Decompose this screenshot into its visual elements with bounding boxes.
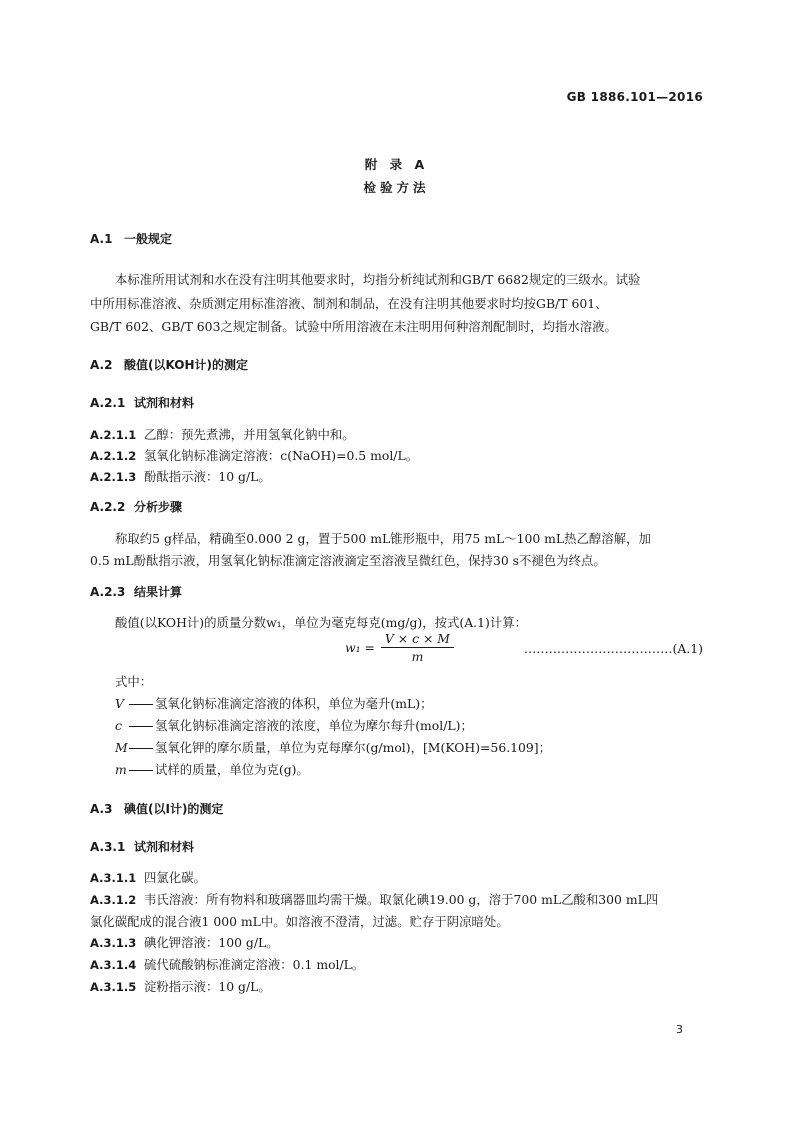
appendix-title: 附 录 A xyxy=(364,157,429,172)
item-text: 乙醇：预先煮沸，并用氢氧化钠中和。 xyxy=(144,427,355,442)
em-dash xyxy=(129,748,153,749)
fraction xyxy=(381,631,454,664)
em-dash xyxy=(129,770,153,771)
subsection-title: 试剂和材料 xyxy=(134,396,195,410)
item-number: A.3.1.2 xyxy=(90,893,137,907)
list-item xyxy=(90,467,271,485)
em-dash xyxy=(129,704,153,705)
subsection-number: A.2.3 xyxy=(90,585,126,599)
item-number: A.2.1.2 xyxy=(90,449,137,463)
item-number: A.2.1.3 xyxy=(90,470,137,484)
section-a2-heading xyxy=(90,356,248,373)
section-a3-heading xyxy=(90,800,223,817)
item-text: 酚酞指示液：10 g/L。 xyxy=(144,469,271,484)
item-number: A.3.1.4 xyxy=(90,958,137,972)
subsection-a23-heading xyxy=(90,583,182,600)
subsection-number: A.2.2 xyxy=(90,500,126,514)
item-number: A.2.1.1 xyxy=(90,428,137,442)
section-a1-heading xyxy=(90,230,172,247)
a22-line-1: 称取约5 g样品，精确至0.000 2 g，置于500 mL锥形瓶中，用75 mL～100 mL热乙醇溶解，加 xyxy=(115,531,651,546)
item-text: 硫代硫酸钠标准滴定溶液：0.1 mol/L。 xyxy=(144,957,365,972)
list-item xyxy=(90,425,355,443)
subsection-number: A.2.1 xyxy=(90,396,126,410)
list-item xyxy=(90,446,418,464)
equation-number: ………………………………(A.1) xyxy=(523,641,703,656)
section-number: A.3 xyxy=(90,802,113,816)
subsection-title: 分析步骤 xyxy=(134,500,183,514)
list-item-continuation xyxy=(90,912,509,930)
item-text: 碘化钾溶液：100 g/L。 xyxy=(144,935,279,950)
item-number: A.3.1.5 xyxy=(90,980,137,994)
section-title: 酸值(以KOH计)的测定 xyxy=(124,358,248,372)
fraction-denominator: m xyxy=(411,648,424,664)
item-text: 韦氏溶液：所有物料和玻璃器皿均需干燥。取氯化碘19.00 g，溶于700 mL乙酸和300 mL四 xyxy=(144,892,659,907)
formula-lhs: w₁ = xyxy=(345,639,375,655)
a1-line-3: GB/T 602、GB/T 603之规定制备。试验中所用溶液在未注明用何种溶剂配制时，均指水溶液。 xyxy=(90,319,617,334)
variable-definition xyxy=(115,694,432,712)
variable-description: 试样的质量，单位为克(g)。 xyxy=(155,762,309,777)
variable-definition xyxy=(115,760,309,778)
list-item xyxy=(90,868,206,886)
subsection-a22-heading xyxy=(90,498,182,515)
item-text: 氢氧化钠标准滴定溶液：c(NaOH)=0.5 mol/L。 xyxy=(144,448,419,463)
formula-a1 xyxy=(345,630,454,664)
item-number: A.3.1.3 xyxy=(90,936,137,950)
variable-description: 氢氧化钠标准滴定溶液的体积，单位为毫升(mL)； xyxy=(155,696,433,711)
variable-description: 氢氧化钾的摩尔质量，单位为克每摩尔(g/mol)，[M(KOH)=56.109]； xyxy=(155,740,552,755)
item-number: A.3.1.1 xyxy=(90,871,137,885)
subsection-title: 结果计算 xyxy=(134,585,183,599)
a1-line-1: 本标准所用试剂和水在没有注明其他要求时，均指分析纯试剂和GB/T 6682规定的三级水。试验 xyxy=(115,272,641,287)
variable-symbol: c xyxy=(115,718,122,733)
list-item xyxy=(90,955,364,973)
page-number: 3 xyxy=(676,1023,683,1036)
section-title: 碘值(以I计)的测定 xyxy=(124,802,224,816)
section-number: A.2 xyxy=(90,358,113,372)
where-label: 式中： xyxy=(115,674,153,689)
variable-symbol: M xyxy=(115,740,128,755)
a22-line-2: 0.5 mL酚酞指示液，用氢氧化钠标准滴定溶液滴定至溶液呈微红色，保持30 s不褪色为终点。 xyxy=(90,553,606,568)
variable-description: 氢氧化钠标准滴定溶液的浓度，单位为摩尔每升(mol/L)； xyxy=(155,718,473,733)
appendix-subtitle: 检验方法 xyxy=(363,180,430,195)
em-dash xyxy=(129,726,153,727)
subsection-title: 试剂和材料 xyxy=(134,840,195,854)
fraction-numerator: V × c × M xyxy=(381,631,454,648)
item-text: 淀粉指示液：10 g/L。 xyxy=(144,979,271,994)
subsection-number: A.3.1 xyxy=(90,840,126,854)
item-text: 四氯化碳。 xyxy=(144,870,206,885)
subsection-a31-heading xyxy=(90,838,194,855)
list-item xyxy=(90,933,279,951)
subsection-a21-heading xyxy=(90,394,194,411)
variable-definition xyxy=(115,716,473,734)
section-title: 一般规定 xyxy=(124,232,173,246)
a1-line-2: 中所用标准溶液、杂质测定用标准溶液、制剂和制品，在没有注明其他要求时均按GB/T 601、 xyxy=(90,296,608,311)
variable-symbol: V xyxy=(115,696,124,711)
item-text: 氯化碳配成的混合液1 000 mL中。如溶液不澄清，过滤。贮存于阴凉暗处。 xyxy=(90,914,509,929)
formula-intro: 酸值(以KOH计)的质量分数w₁，单位为毫克每克(mg/g)，按式(A.1)计算： xyxy=(115,615,528,630)
variable-definition xyxy=(115,738,551,756)
section-number: A.1 xyxy=(90,232,113,246)
standard-code: GB 1886.101—2016 xyxy=(566,90,703,104)
list-item xyxy=(90,890,658,908)
list-item xyxy=(90,977,271,995)
variable-symbol: m xyxy=(115,762,127,777)
